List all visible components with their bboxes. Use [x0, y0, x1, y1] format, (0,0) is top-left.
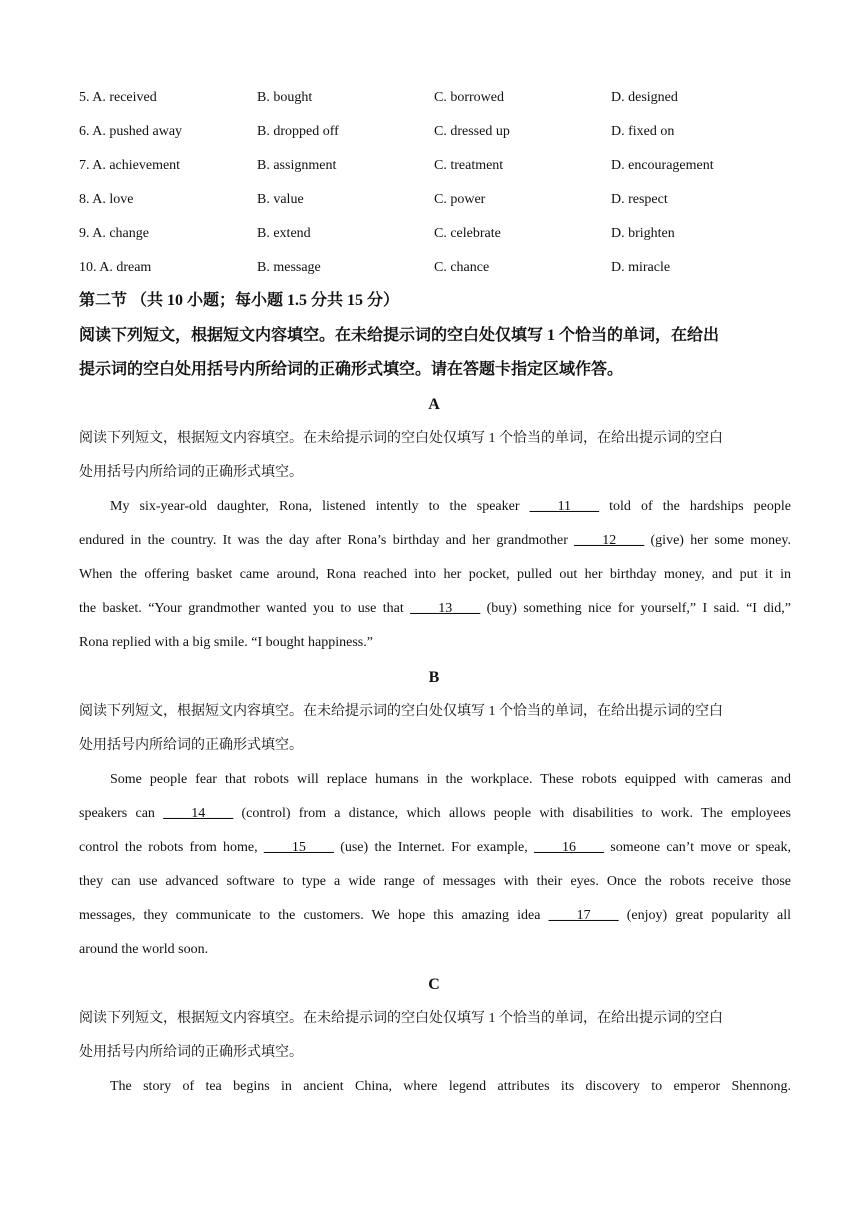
option-row-9 [79, 224, 799, 244]
section-instruction-line-2: 提示词的空白处用括号内所给词的正确形式填空。请在答题卡指定区域作答。 [79, 361, 624, 378]
blank-15: ____15____ [263, 840, 334, 855]
blank-12: ____12____ [574, 533, 645, 548]
option-row-10 [79, 258, 799, 278]
passage-a-line-5: Rona replied with a big smile. “I bought happiness.” [79, 635, 373, 650]
passage-b-instruction-line-2: 处用括号内所给词的正确形式填空。 [79, 738, 303, 753]
option-a: 10. A. dream [79, 260, 152, 275]
passage-b-line-5: messages, they communicate to the customers. We hope this amazing idea ____17____ (enjoy) great popularity all [79, 908, 791, 923]
option-c: C. treatment [434, 158, 504, 173]
passage-a-letter: A [428, 396, 440, 413]
option-row-5 [79, 88, 799, 108]
option-c: C. borrowed [434, 90, 504, 105]
blank-16: ____16____ [534, 840, 605, 855]
option-c: C. power [434, 192, 486, 207]
option-c: C. dressed up [434, 124, 510, 139]
blank-11: ____11____ [529, 499, 600, 514]
option-a: 6. A. pushed away [79, 124, 183, 139]
option-row-6 [79, 122, 799, 142]
section-instruction-line-1: 阅读下列短文，根据短文内容填空。在未给提示词的空白处仅填写 1 个恰当的单词，在给出 [79, 327, 720, 344]
passage-b-line-2: speakers can ____14____ (control) from a distance, which allows people with disabilities to work. The employees [79, 806, 791, 821]
passage-c-instruction-line-2: 处用括号内所给词的正确形式填空。 [79, 1045, 303, 1060]
option-d: D. brighten [611, 226, 675, 241]
passage-c-line-1: The story of tea begins in ancient China, where legend attributes its discovery to emperor Shennong. [110, 1079, 791, 1094]
passage-c-letter: C [428, 976, 440, 993]
option-a: 7. A. achievement [79, 158, 181, 173]
option-a: 9. A. change [79, 226, 149, 241]
option-b: B. extend [257, 226, 311, 241]
option-b: B. message [257, 260, 321, 275]
passage-b-line-4: they can use advanced software to type a wide range of messages with their eyes. Once the robots receive those [79, 874, 791, 889]
passage-a-line-2: endured in the country. It was the day after Rona’s birthday and her grandmother ____12____ (give) her some money. [79, 533, 791, 548]
option-a: 5. A. received [79, 90, 157, 105]
passage-a-instruction-line-2: 处用括号内所给词的正确形式填空。 [79, 465, 303, 480]
option-c: C. chance [434, 260, 490, 275]
passage-a-instruction-line-1: 阅读下列短文，根据短文内容填空。在未给提示词的空白处仅填写 1 个恰当的单词，在给出提示词的空白 [79, 431, 723, 446]
option-c: C. celebrate [434, 226, 501, 241]
passage-a-line-4: the basket. “Your grandmother wanted you to use that ____13____ (buy) something nice for yourself,” I said. “I did,” [79, 601, 791, 616]
blank-13: ____13____ [410, 601, 481, 616]
section-heading: 第二节 （共 10 小题；每小题 1.5 分共 15 分） [79, 292, 400, 309]
option-d: D. fixed on [611, 124, 675, 139]
option-d: D. miracle [611, 260, 671, 275]
passage-b-line-6: around the world soon. [79, 942, 209, 957]
option-row-7 [79, 156, 799, 176]
option-b: B. value [257, 192, 304, 207]
option-b: B. dropped off [257, 124, 339, 139]
option-d: D. respect [611, 192, 668, 207]
option-a: 8. A. love [79, 192, 134, 207]
passage-b-instruction-line-1: 阅读下列短文，根据短文内容填空。在未给提示词的空白处仅填写 1 个恰当的单词，在给出提示词的空白 [79, 704, 723, 719]
passage-b-letter: B [428, 669, 440, 686]
option-b: B. assignment [257, 158, 337, 173]
blank-14: ____14____ [163, 806, 234, 821]
option-d: D. encouragement [611, 158, 714, 173]
option-d: D. designed [611, 90, 678, 105]
passage-a-line-1: My six-year-old daughter, Rona, listened intently to the speaker ____11____ told of the hardships people [110, 499, 791, 514]
option-b: B. bought [257, 90, 313, 105]
passage-b-line-1: Some people fear that robots will replace humans in the workplace. These robots equipped with cameras and [110, 772, 791, 787]
blank-17: ____17____ [548, 908, 619, 923]
passage-a-line-3: When the offering basket came around, Rona reached into her pocket, pulled out her birthday money, and put it in [79, 567, 791, 582]
passage-c-instruction-line-1: 阅读下列短文，根据短文内容填空。在未给提示词的空白处仅填写 1 个恰当的单词，在给出提示词的空白 [79, 1011, 723, 1026]
passage-b-line-3: control the robots from home, ____15____ (use) the Internet. For example, ____16____ someone can’t move or speak, [79, 840, 792, 855]
option-row-8 [79, 190, 799, 210]
